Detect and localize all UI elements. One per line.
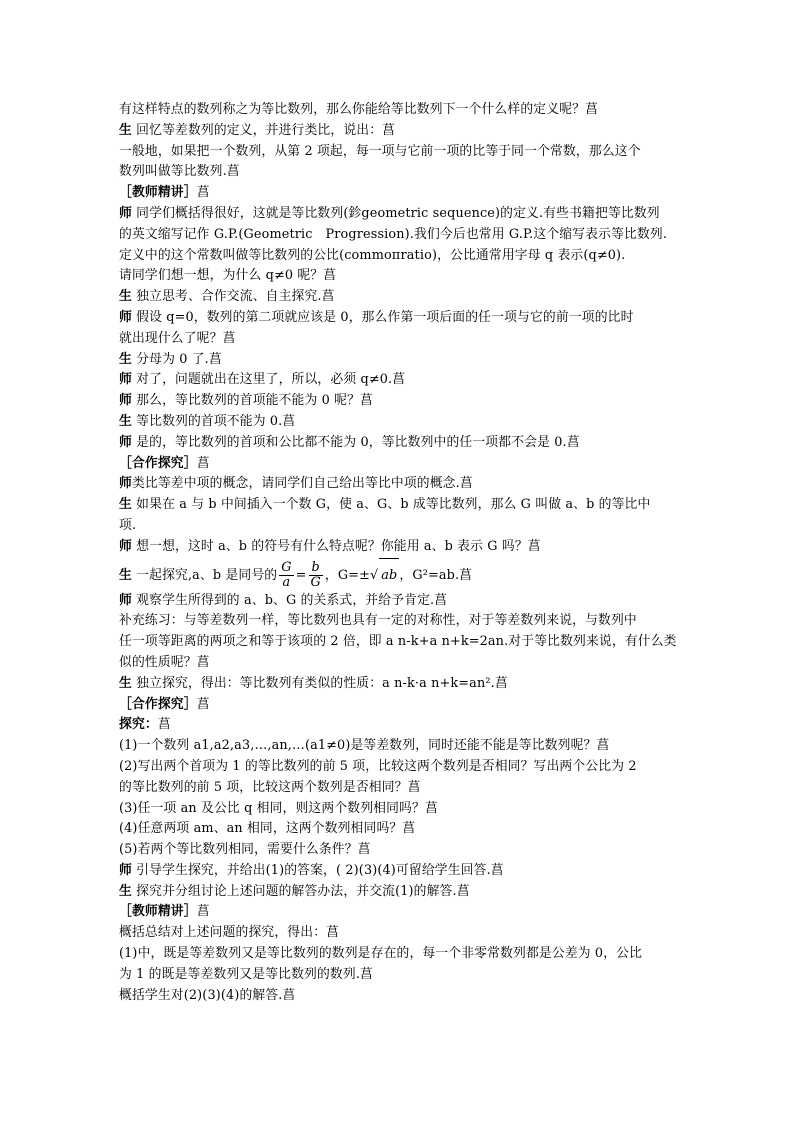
line-text: ，G=± — [324, 567, 370, 583]
text-line — [119, 121, 679, 142]
speaker-label: 生 — [119, 567, 132, 583]
line-text: (1)中，既是等差数列又是等比数列的数列是存在的，每一个非零常数列都是公差为 0，公比 — [119, 946, 643, 962]
text-line — [119, 653, 679, 674]
speaker-label: 师 — [119, 393, 132, 409]
text-line — [119, 778, 679, 799]
line-text: ，G²=ab.菖 — [399, 567, 473, 583]
text-line — [119, 902, 679, 923]
text-line — [119, 558, 679, 591]
line-text: 是的，等比数列的首项和公比都不能为 0，等比数列中的任一项都不会是 0.菖 — [131, 434, 580, 450]
text-line — [119, 923, 679, 944]
text-line — [119, 412, 679, 433]
line-text: 补充练习：与等差数列一样，等比数列也具有一定的对称性，对于等差数列来说，与数列中 — [119, 613, 637, 629]
line-text: 引导学生探究，并给出(1)的答案，( 2)(3)(4)可留给学生回答.菖 — [131, 862, 504, 878]
line-text: 似的性质呢？菖 — [119, 654, 210, 670]
line-text: 类比等差中项的概念，请同学们自己给出等比中项的概念.菖 — [131, 476, 473, 492]
speaker-label: 师 — [119, 476, 132, 492]
line-text: 同学们概括得很好，这就是等比数列(鉁geometric sequence)的定义.有些书籍把等比数列 — [131, 205, 660, 221]
text-line — [119, 986, 679, 1007]
sqrt-expression — [370, 568, 399, 583]
line-text: 菖 — [196, 696, 210, 712]
text-line — [119, 736, 679, 757]
line-text: (5)若两个等比数列相同，需要什么条件？菖 — [119, 842, 371, 858]
section-heading: ［合作探究］ — [119, 455, 197, 471]
text-line — [119, 695, 679, 716]
speaker-label: 生 — [119, 351, 132, 367]
line-text: 为 1 的既是等差数列又是等比数列的数列.菖 — [119, 966, 373, 982]
line-text: 探究并分组讨论上述问题的解答办法，并交流(1)的解答.菖 — [131, 883, 470, 899]
line-text: 那么，等比数列的首项能不能为 0 呢？菖 — [131, 393, 373, 409]
line-text: 的等比数列的前 5 项，比较这两个数列是否相同？菖 — [119, 779, 421, 795]
line-text: 菖 — [157, 717, 171, 733]
speaker-label: 师 — [119, 205, 132, 221]
line-text: 一起探究,a、b 是同号的 — [131, 567, 278, 583]
text-line — [119, 516, 679, 537]
text-line — [119, 819, 679, 840]
text-line — [119, 861, 679, 882]
line-text: 菖 — [196, 904, 210, 920]
text-line — [119, 495, 679, 516]
text-line — [119, 225, 679, 246]
line-text: 对了，问题就出在这里了，所以，必须 q≠0.菖 — [131, 372, 406, 388]
line-text: 菖 — [196, 455, 210, 471]
text-line — [119, 965, 679, 986]
text-line — [119, 591, 679, 612]
text-line — [119, 350, 679, 371]
text-line — [119, 329, 679, 350]
line-text: 等比数列的首项不能为 0.菖 — [131, 413, 296, 429]
line-text: 独立探究，得出：等比数列有类似的性质：a n-k·a n+k=an².菖 — [131, 675, 508, 691]
line-text: 如果在 a 与 b 中间插入一个数 G，使 a、G、b 成等比数列，那么 G 叫做 a、b 的等比中 — [131, 497, 651, 513]
line-text: 的英文缩写记作 G.P.(Geometric Progression).我们今后也常用 G.P.这个缩写表示等比数列. — [119, 226, 668, 242]
line-text: 项. — [119, 517, 137, 533]
line-text: 假设 q=0，数列的第二项就应该是 0，那么作第一项后面的任一项与它的前一项的比时 — [131, 309, 634, 325]
section-heading: ［教师精讲］ — [119, 904, 197, 920]
text-line — [119, 100, 679, 121]
speaker-label: 师 — [119, 538, 132, 554]
fraction — [279, 561, 293, 590]
text-line — [119, 246, 679, 267]
text-line — [119, 537, 679, 558]
text-line — [119, 840, 679, 861]
text-line — [119, 370, 679, 391]
text-line — [119, 611, 679, 632]
line-text: 菖 — [196, 185, 210, 201]
text-line — [119, 287, 679, 308]
speaker-label: 师 — [119, 372, 132, 388]
speaker-label: 生 — [119, 413, 132, 429]
text-line — [119, 674, 679, 695]
text-line — [119, 183, 679, 204]
line-text: 观察学生所得到的 a、b、G 的关系式，并给予肯定.菖 — [131, 592, 448, 608]
line-text: (3)任一项 an 及公比 q 相同，则这两个数列相同吗？菖 — [119, 800, 438, 816]
text-line — [119, 266, 679, 287]
text-line — [119, 204, 679, 225]
speaker-label: 师 — [119, 592, 132, 608]
denominator: a — [282, 574, 291, 590]
line-text: 概括学生对(2)(3)(4)的解答.菖 — [119, 987, 296, 1003]
equals-sign: = — [295, 567, 307, 583]
speaker-label: 生 — [119, 883, 132, 899]
line-text: (2)写出两个首项为 1 的等比数列的前 5 项，比较这两个数列是否相同？写出两个公比为 2 — [119, 758, 637, 774]
speaker-label: 师 — [119, 309, 132, 325]
radicand: ab — [379, 558, 399, 592]
speaker-label: 生 — [119, 289, 132, 305]
text-line — [119, 142, 679, 163]
text-line — [119, 757, 679, 778]
line-text: 有这样特点的数列称之为等比数列，那么你能给等比数列下一个什么样的定义呢？菖 — [119, 102, 599, 117]
section-heading: 探究： — [119, 717, 158, 733]
text-line — [119, 454, 679, 475]
document-body — [119, 100, 679, 1006]
speaker-label: 生 — [119, 497, 132, 513]
line-text: 想一想，这时 a、b 的符号有什么特点呢？你能用 a、b 表示 G 吗？菖 — [131, 538, 541, 554]
line-text: 分母为 0 了.菖 — [131, 351, 222, 367]
line-text: 独立思考、合作交流、自主探究.菖 — [131, 289, 335, 305]
text-line — [119, 162, 679, 183]
line-text: (4)任意两项 am、an 相同，这两个数列相同吗？菖 — [119, 821, 416, 837]
line-text: 一般地，如果把一个数列，从第 2 项起，每一项与它前一项的比等于同一个常数，那么这个 — [119, 143, 641, 159]
section-heading: ［教师精讲］ — [119, 185, 197, 201]
line-text: 概括总结对上述问题的探究，得出：菖 — [119, 925, 340, 941]
line-text: 请同学们想一想，为什么 q≠0 呢？菖 — [119, 268, 337, 284]
text-line — [119, 882, 679, 903]
text-line — [119, 632, 679, 653]
text-line — [119, 715, 679, 736]
text-line — [119, 474, 679, 495]
line-text: 就出现什么了呢？菖 — [119, 330, 236, 346]
text-line — [119, 799, 679, 820]
speaker-label: 师 — [119, 434, 132, 450]
fraction — [309, 561, 323, 590]
line-text: 任一项等距离的两项之和等于该项的 2 倍，即 a n-k+a n+k=2an.对于等比数列来说，有什么类 — [119, 634, 677, 650]
line-text: 数列叫做等比数列.菖 — [119, 164, 240, 180]
numerator: G — [281, 559, 292, 575]
text-line — [119, 433, 679, 454]
radical-sign-icon: √ — [369, 567, 379, 583]
line-text: 定义中的这个常数叫做等比数列的公比(commoпratio)，公比通常用字母 q 表示(q≠0). — [119, 247, 626, 263]
numerator: b — [309, 561, 323, 576]
section-heading: ［合作探究］ — [119, 696, 197, 712]
speaker-label: 生 — [119, 122, 132, 138]
speaker-label: 生 — [119, 675, 132, 691]
speaker-label: 师 — [119, 862, 132, 878]
text-line — [119, 308, 679, 329]
text-line — [119, 391, 679, 412]
line-text: 回忆等差数列的定义，并进行类比，说出：菖 — [131, 122, 396, 138]
text-line — [119, 944, 679, 965]
line-text: (1)一个数列 a1,a2,a3,…,an,…(a1≠0)是等差数列，同时还能不能是等比数列呢？菖 — [119, 738, 610, 754]
denominator: G — [310, 574, 321, 590]
